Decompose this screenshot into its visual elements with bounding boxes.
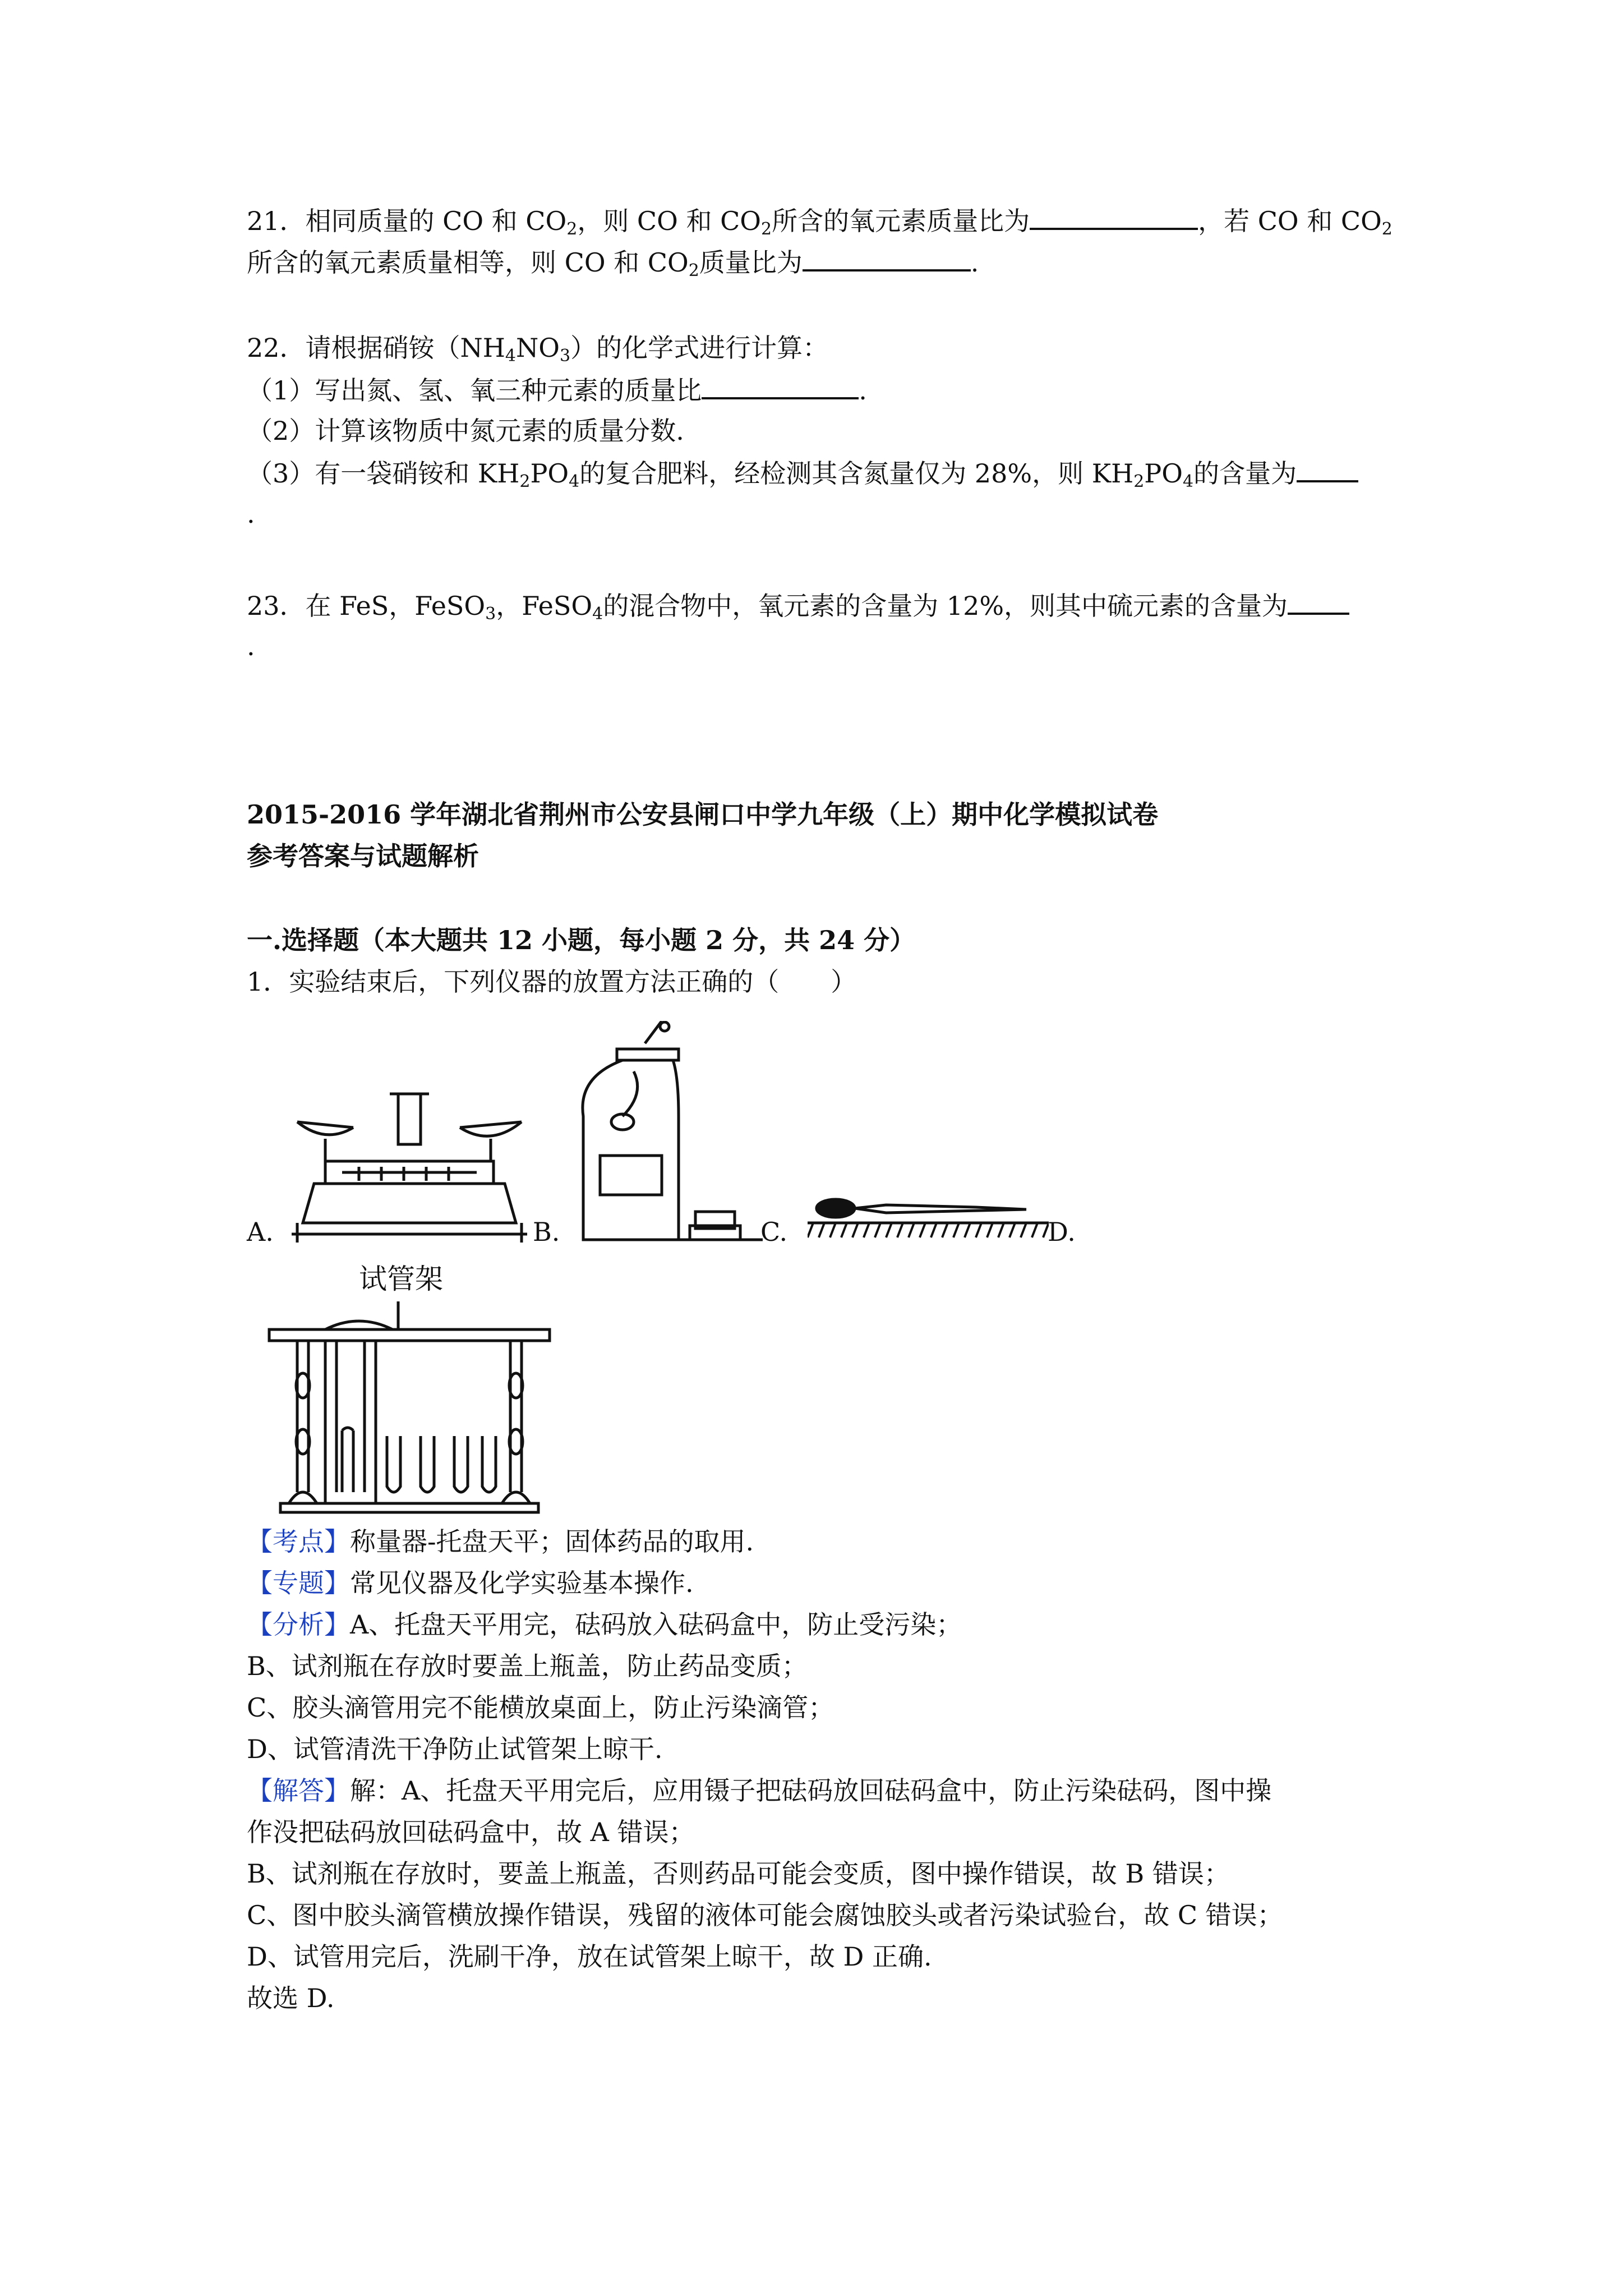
fenxi-line-2: B、试剂瓶在存放时要盖上瓶盖，防止药品变质； — [247, 1651, 808, 1681]
answer-title: 2015-2016 学年湖北省荆州市公安县闸口中学九年级（上）期中化学模拟试卷 — [247, 799, 1159, 830]
q1-stem: 1．实验结束后，下列仪器的放置方法正确的（ ） — [247, 967, 857, 997]
q22-sub-3: （3）有一袋硝铵和 $KH_2PO_4$的复合肥料，经检测其含氮量仅为 28%，则 $KH_2PO_4$的含量为 — [247, 454, 1358, 491]
kaodian-tag: 【考点】 — [247, 1526, 350, 1557]
answer-blank[interactable] — [803, 243, 971, 272]
jieda-line-4: C、图中胶头滴管横放操作错误，残留的液体可能会腐蚀胶头或者污染试验台，故 C 错误； — [247, 1900, 1283, 1930]
jieda-line-3: B、试剂瓶在存放时，要盖上瓶盖，否则药品可能会变质，图中操作错误，故 B 错误； — [247, 1858, 1230, 1889]
jieda-line-5: D、试管用完后，洗刷干净，放在试管架上晾干，故 D 正确. — [247, 1941, 932, 1972]
answer-blank[interactable] — [1297, 454, 1358, 482]
fenxi-line-3: C、胶头滴管用完不能横放桌面上，防止污染滴管； — [247, 1692, 834, 1723]
q23-end-mark: . — [247, 631, 255, 661]
q21-line-1: 21．相同质量的 CO 和 $CO_2$，则 CO 和 $CO_2$所含的氧元素质量比为 ，若 CO 和 $CO_2$ — [247, 202, 1393, 239]
dropper-image — [808, 1195, 1049, 1240]
q22-end-mark: . — [247, 499, 255, 529]
q22-title: 22．请根据硝铵$(NH_4NO_3)$的化学式进行计算： — [247, 333, 829, 366]
jieda-tag: 【解答】 — [247, 1775, 350, 1806]
section-heading: 一.选择题（本大题共 12 小题，每小题 2 分，共 24 分） — [247, 925, 916, 955]
zhuanti-tag: 【专题】 — [247, 1568, 350, 1598]
answer-subtitle: 参考答案与试题解析 — [247, 841, 479, 871]
q22-sub-2: （2）计算该物质中氮元素的质量分数. — [247, 416, 684, 446]
test-tube-rack-image — [264, 1301, 555, 1515]
answer-blank[interactable] — [1030, 202, 1198, 230]
option-c-label: C. — [760, 1217, 788, 1247]
option-a-label: A. — [247, 1217, 274, 1247]
q22-sub-1: （1）写出氮、氢、氧三种元素的质量比 . — [247, 371, 867, 408]
answer-blank[interactable] — [1288, 587, 1349, 615]
fenxi-line-1: 【分析】A、托盘天平用完，砝码放入砝码盒中，防止受污染； — [247, 1609, 962, 1640]
jieda-line-6: 故选 D. — [247, 1983, 335, 2013]
rack-caption: 试管架 — [359, 1263, 443, 1295]
option-d-label: D. — [1048, 1217, 1076, 1247]
reagent-bottle-image — [578, 1021, 763, 1245]
answer-blank[interactable] — [702, 371, 859, 399]
balance-image — [292, 1083, 527, 1245]
jieda-line-2: 作没把砝码放回砝码盒中，故 A 错误； — [247, 1817, 695, 1847]
kaodian-line: 【考点】称量器-托盘天平；固体药品的取用. — [247, 1526, 754, 1557]
fenxi-line-4: D、试管清洗干净防止试管架上晾干. — [247, 1734, 663, 1764]
option-b-label: B. — [533, 1217, 560, 1247]
fenxi-tag: 【分析】 — [247, 1609, 350, 1640]
q21-line-2: 所含的氧元素质量相等，则 CO 和 $CO_2$质量比为 . — [247, 243, 979, 280]
jieda-line-1: 【解答】解：A、托盘天平用完后，应用镊子把砝码放回砝码盒中，防止污染砝码，图中操 — [247, 1775, 1272, 1806]
zhuanti-line: 【专题】常见仪器及化学实验基本操作. — [247, 1568, 694, 1598]
q23-line-1: 23．在 FeS，FeSO$_3$，FeSO$_4$的混合物中，氧元素的含量为 12%，则其中硫元素的含量为 — [247, 587, 1349, 624]
